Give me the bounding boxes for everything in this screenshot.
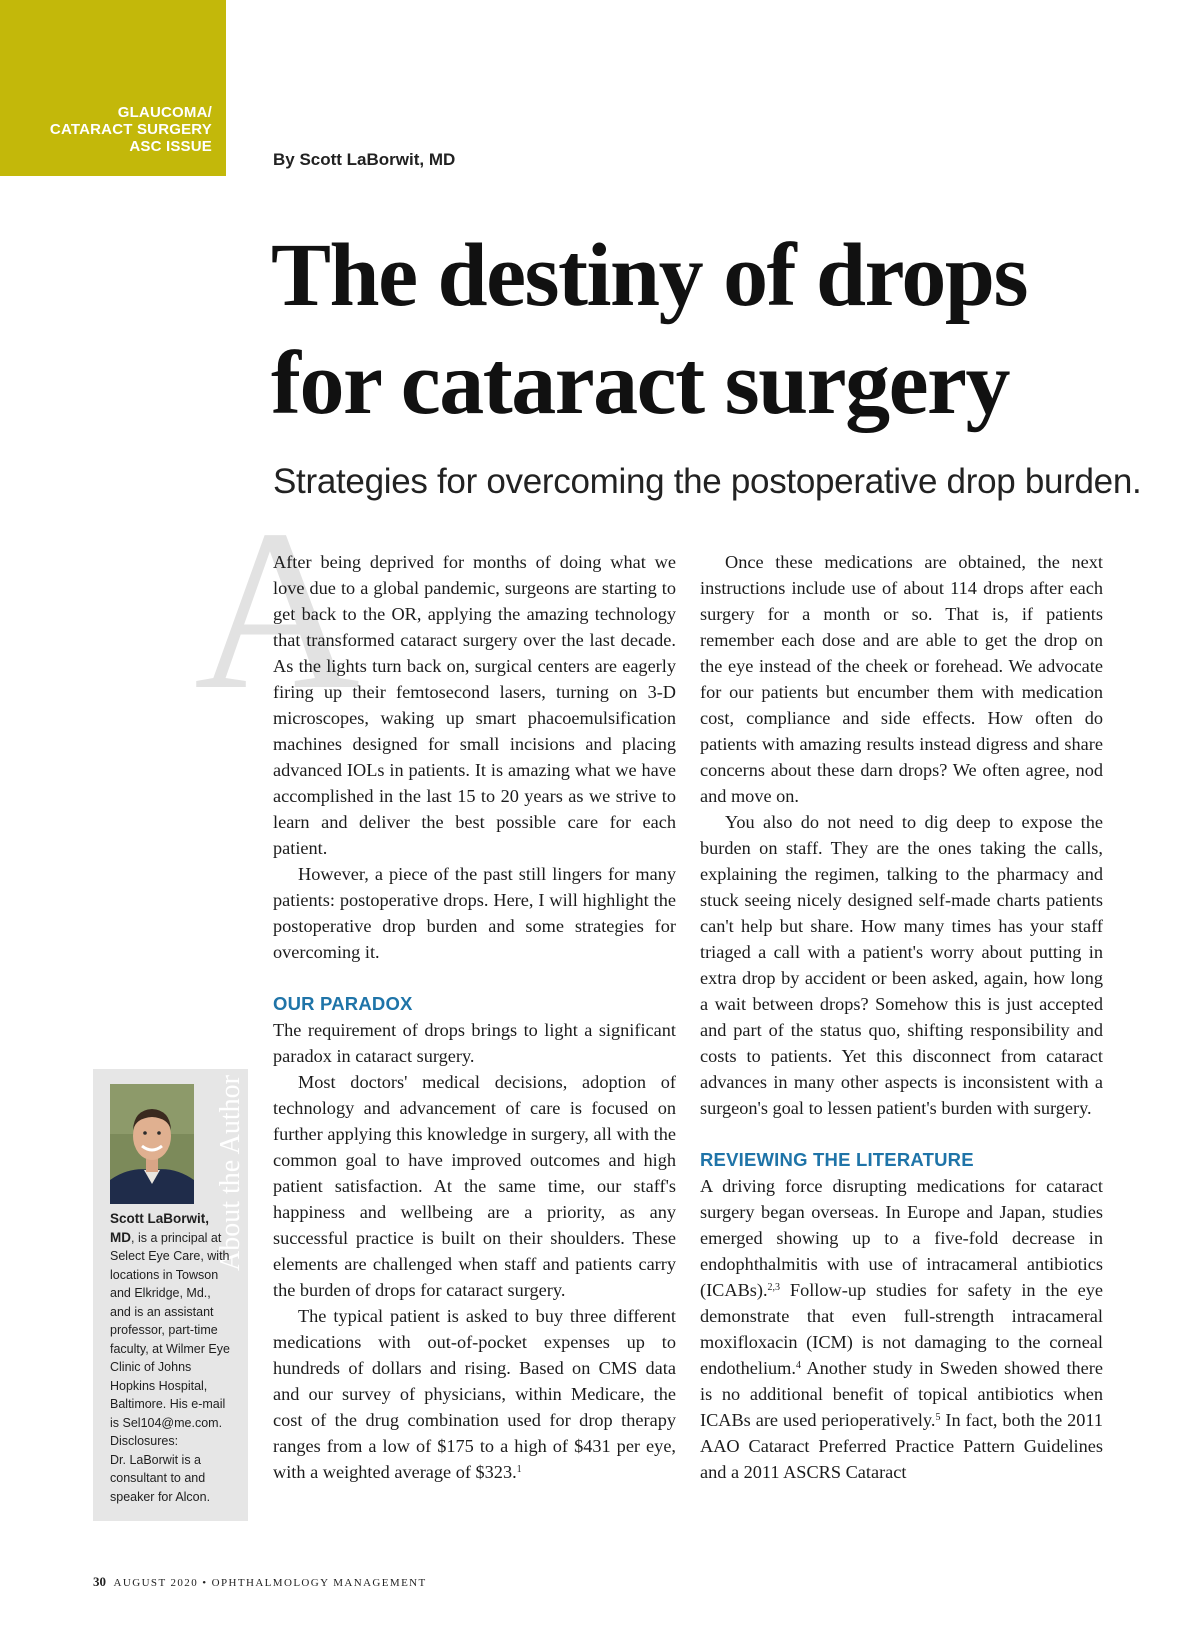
- section-heading-our-paradox: OUR PARADOX: [273, 993, 413, 1014]
- author-name: Scott LaBorwit, MD: [110, 1211, 210, 1245]
- disclosures-text: Dr. LaBorwit is a consultant to and speaker for Alcon.: [110, 1452, 211, 1504]
- paragraph: Once these medications are obtained, the next instructions include use of about 114 drops after each surgery for a month or so. That is, if patients remember each dose and are able to get the drop on the eye instead of the cheek or forehead. We advocate for our patients but encumber them with medication cost, compliance and side effects. How often do patients with amazing results instead digress and share concerns about these darn drops? We often agree, nod and move on.: [700, 552, 1103, 806]
- paragraph: The requirement of drops brings to light a significant paradox in cataract surgery.: [273, 1020, 676, 1066]
- paragraph: You also do not need to dig deep to expose the burden on staff. They are the ones taking the calls, explaining the regimen, talking to the pharmacy and stuck seeing nicely designed self-made charts patients can't help but share. How many times has your staff triaged a call with a patient's worry about putting in extra drop by accident or been asked, again, how long a wait between drops? Somehow this is just accepted and part of the status quo, shifting responsibility and costs to patients. Yet this disconnect from cataract advances in many other aspects is inconsistent with a surgeon's goal to lessen patient's burden with surgery.: [700, 812, 1103, 1118]
- paragraph: Most doctors' medical decisions, adoption of technology and advancement of care is focused on further applying this knowledge in surgery, all with the common goal to have improved outcomes and high patient satisfaction. At the same time, our staff's happiness and wellbeing are a priority, as any successful practice is built on their shoulders. These elements are challenged when staff and patients carry the burden of drops for cataract surgery.: [273, 1072, 676, 1300]
- footer-text: AUGUST 2020 • OPHTHALMOLOGY MANAGEMENT: [113, 1577, 427, 1589]
- reference-marker: 1: [516, 1464, 522, 1475]
- column-right: [700, 549, 1103, 1485]
- section-tag-line-2: CATARACT SURGERY: [49, 121, 212, 138]
- article-title-line-1: The destiny of drops: [271, 226, 1028, 325]
- disclosures-label: Disclosures:: [110, 1434, 179, 1448]
- paragraph: However, a piece of the past still lingers for many patients: postoperative drops. Here, I will highlight the postoperative drop burden and some strategies for overcoming it.: [273, 864, 676, 962]
- page-footer: [93, 1574, 427, 1590]
- paragraph: [273, 1303, 676, 1485]
- article-title-line-2: for cataract surgery: [271, 334, 1009, 433]
- author-bio-text: , is a principal at Select Eye Care, with locations in Towson and Elkridge, Md., and is an assistant professor, part-time faculty, at Wilmer Eye Clinic of Johns Hopkins Hospital, Baltimore. His e-mail is Sel104@me.com.: [110, 1230, 230, 1430]
- paragraph: After being deprived for months of doing what we love due to a global pandemic, surgeons are starting to get back to the OR, applying the amazing technology that transformed cataract surgery over the last decade. As the lights turn back on, surgical centers are eagerly firing up their femtosecond lasers, turning on 3-D microscopes, waking up smart phacoemulsification machines designed for small incisions and placing advanced IOLs in patients. It is amazing what we have accomplished in the last 15 to 20 years as we strive to learn and deliver the best possible care for each patient.: [273, 552, 676, 858]
- column-left: [273, 549, 676, 1485]
- paragraph-text: Follow-up studies for safety in the eye demonstrate that even full-strength intracameral moxifloxacin (ICM) is not damaging to the corneal endothelium.: [700, 1280, 1103, 1378]
- about-the-author-box: [93, 1069, 248, 1521]
- section-tag-line-3: ASC ISSUE: [129, 138, 212, 155]
- section-heading-reviewing-literature: REVIEWING THE LITERATURE: [700, 1149, 974, 1170]
- page-number: 30: [93, 1574, 106, 1589]
- section-tag: [0, 0, 226, 176]
- about-the-author-label-text: About the Author: [215, 1075, 246, 1271]
- paragraph-text: The typical patient is asked to buy three different medications with out-of-pocket expenses up to hundreds of dollars and rising. Based on CMS data and our survey of physicians, within Medicare, the cost of the drug combination used for drop therapy ranges from a low of $175 to a high of $431 per eye, with a weighted average of $323.: [273, 1306, 676, 1482]
- reference-marker: 5: [935, 1412, 941, 1423]
- article-title: [271, 222, 1171, 438]
- paragraph-text: Another study in Sweden showed there is no additional benefit of topical antibiotics when ICABs are used perioperatively.: [700, 1358, 1103, 1430]
- section-tag-text: [50, 104, 212, 155]
- reference-marker: 4: [795, 1360, 801, 1371]
- paragraph-text: A driving force disrupting medications for cataract surgery began overseas. In Europe and Japan, studies emerged showing up to a five-fold decrease in endophthalmitis with use of intracameral antibiotics (ICABs).: [700, 1176, 1103, 1300]
- article-subtitle: Strategies for overcoming the postoperative drop burden.: [273, 462, 1142, 501]
- author-portrait-image: [110, 1084, 194, 1204]
- drop-cap: A: [194, 482, 361, 737]
- section-tag-line-1: GLAUCOMA/: [117, 104, 212, 121]
- author-bio: [110, 1210, 230, 1506]
- author-photo: [110, 1084, 194, 1204]
- paragraph: [700, 1173, 1103, 1485]
- paragraph-text: In fact, both the 2011 AAO Cataract Preferred Practice Pattern Guidelines and a 2011 ASCRS Cataract: [700, 1410, 1103, 1482]
- reference-marker: 2,3: [767, 1282, 781, 1293]
- byline: By Scott LaBorwit, MD: [273, 150, 456, 169]
